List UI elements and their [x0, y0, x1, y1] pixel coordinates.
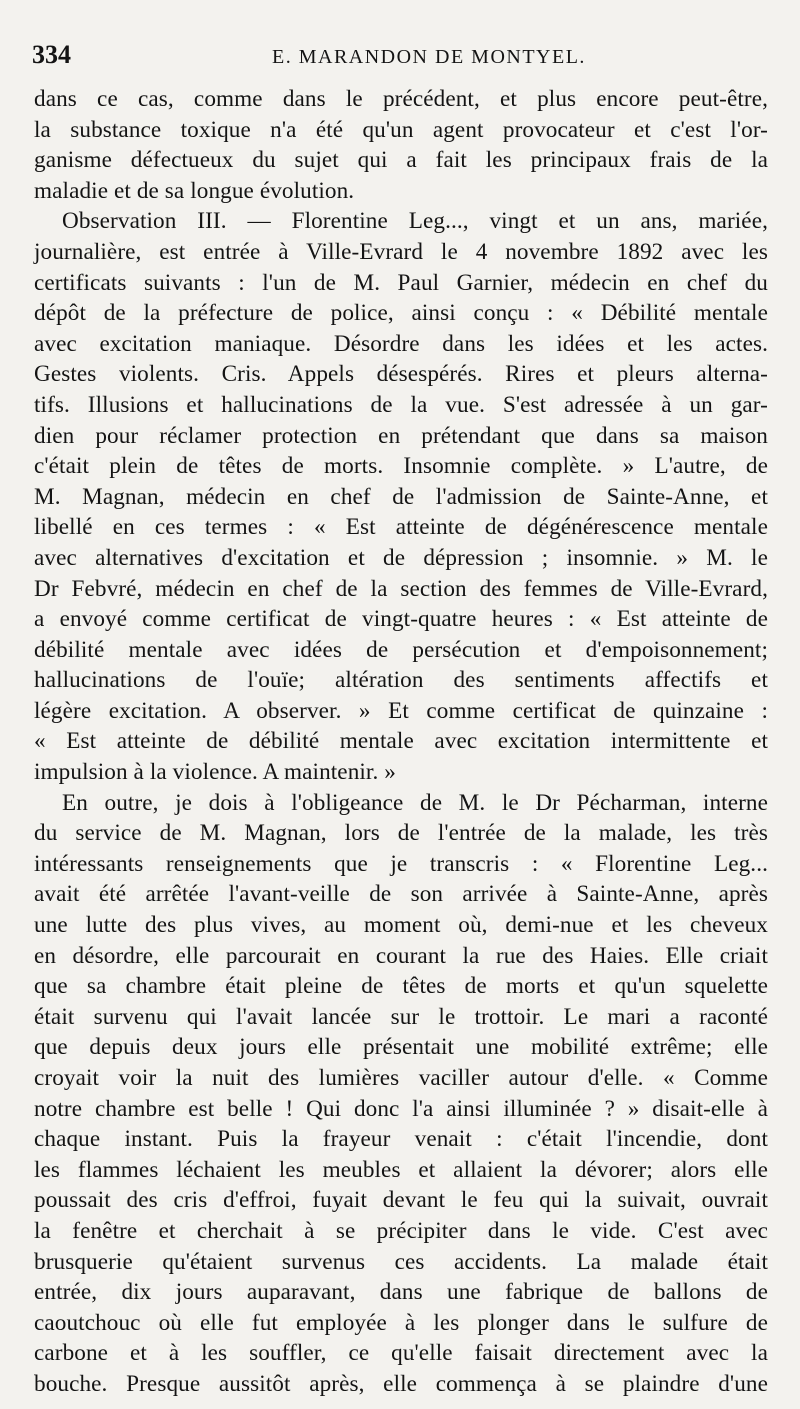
- text-line: notre chambre est belle ! Qui donc l'a ainsi illuminée ? » disait-elle à: [34, 1095, 768, 1122]
- paragraph-pecharman: [34, 788, 768, 1400]
- text-line: impulsion à la violence. A maintenir. »: [34, 759, 396, 786]
- page-header: [32, 38, 770, 78]
- text-line: que depuis deux jours elle présentait une mobilité extrême; elle: [34, 1034, 768, 1061]
- paragraph-intro: [34, 84, 768, 206]
- text-line: du service de M. Magnan, lors de l'entrée de la malade, les très: [34, 820, 768, 847]
- text-line: Gestes violents. Cris. Appels désespérés. Rires et pleurs alterna-: [34, 361, 768, 388]
- text-line: libellé en ces termes : « Est atteinte de dégénérescence mentale: [34, 514, 768, 541]
- text-line: que sa chambre était pleine de têtes de morts et qu'un squelette: [34, 973, 768, 1000]
- text-line: Dr Febvré, médecin en chef de la section des femmes de Ville-Evrard,: [34, 575, 768, 602]
- text-line: ganisme défectueux du sujet qui a fait les principaux frais de la: [34, 147, 768, 174]
- text-line: croyait voir la nuit des lumières vaciller autour d'elle. « Comme: [34, 1065, 768, 1091]
- text-line: « Est atteinte de débilité mentale avec excitation intermittente et: [34, 728, 768, 755]
- text-line: la substance toxique n'a été qu'un agent provocateur et c'est l'or-: [34, 116, 768, 143]
- text-line: c'était plein de têtes de morts. Insomnie complète. » L'autre, de: [34, 453, 768, 480]
- text-line: M. Magnan, médecin en chef de l'admission de Sainte-Anne, et: [34, 483, 768, 510]
- text-line: carbone et à les souffler, ce qu'elle faisait directement avec la: [34, 1340, 768, 1367]
- text-line: chaque instant. Puis la frayeur venait : c'était l'incendie, dont: [34, 1126, 768, 1153]
- text-line: avec alternatives d'excitation et de dépression ; insomnie. » M. le: [34, 544, 768, 571]
- text-line: certificats suivants : l'un de M. Paul Garnier, médecin en chef du: [34, 269, 768, 296]
- text-line: dans ce cas, comme dans le précédent, et plus encore peut-être,: [34, 86, 768, 112]
- observation-title-line: Observation III. — Florentine Leg..., vingt et un ans, mariée,: [62, 208, 768, 235]
- text-line: une lutte des plus vives, au moment où, demi-nue et les cheveux: [34, 912, 768, 939]
- running-head: E. MARANDON DE MONTYEL.: [272, 46, 586, 68]
- text-line: les flammes léchaient les meubles et allaient la dévorer; alors elle: [34, 1156, 768, 1183]
- text-line: hallucinations de l'ouïe; altération des sentiments affectifs et: [34, 667, 768, 694]
- text-line: en désordre, elle parcourait en courant la rue des Haies. Elle criait: [34, 942, 768, 969]
- text-line: intéressants renseignements que je transcris : « Florentine Leg...: [34, 850, 768, 877]
- text-line: avait été arrêtée l'avant-veille de son arrivée à Sainte-Anne, après: [34, 881, 768, 908]
- text-line: dépôt de la préfecture de police, ainsi conçu : « Débilité mentale: [34, 300, 768, 327]
- text-line: avec excitation maniaque. Désordre dans les idées et les actes.: [34, 330, 768, 357]
- text-line: brusquerie qu'étaient survenus ces accidents. La malade était: [34, 1248, 768, 1275]
- text-line: bouche. Presque aussitôt après, elle commença à se plaindre d'une: [34, 1370, 768, 1397]
- page-number: 334: [32, 40, 71, 69]
- paragraph-observation-iii: [34, 206, 768, 787]
- text-line: a envoyé comme certificat de vingt-quatre heures : « Est atteinte de: [34, 606, 768, 633]
- text-line: journalière, est entrée à Ville-Evrard le 4 novembre 1892 avec les: [34, 238, 768, 265]
- text-line: débilité mentale avec idées de persécution et d'empoisonnement;: [34, 636, 768, 663]
- text-line: tifs. Illusions et hallucinations de la vue. S'est adressée à un gar-: [34, 391, 768, 418]
- text-line: était survenu qui l'avait lancée sur le trottoir. Le mari a raconté: [34, 1003, 768, 1030]
- text-line: la fenêtre et cherchait à se précipiter dans le vide. C'est avec: [34, 1217, 768, 1244]
- text-line: dien pour réclamer protection en prétendant que dans sa maison: [34, 422, 768, 449]
- text-line: légère excitation. A observer. » Et comme certificat de quinzaine :: [34, 697, 768, 724]
- body-text: [34, 84, 768, 1400]
- text-line: maladie et de sa longue évolution.: [34, 177, 355, 204]
- text-line: poussait des cris d'effroi, fuyait devant le feu qui la suivait, ouvrait: [34, 1187, 768, 1214]
- text-line: caoutchouc où elle fut employée à les plonger dans le sulfure de: [34, 1309, 768, 1336]
- text-line: entrée, dix jours auparavant, dans une fabrique de ballons de: [34, 1279, 768, 1306]
- text-line: En outre, je dois à l'obligeance de M. le Dr Pécharman, interne: [62, 789, 768, 816]
